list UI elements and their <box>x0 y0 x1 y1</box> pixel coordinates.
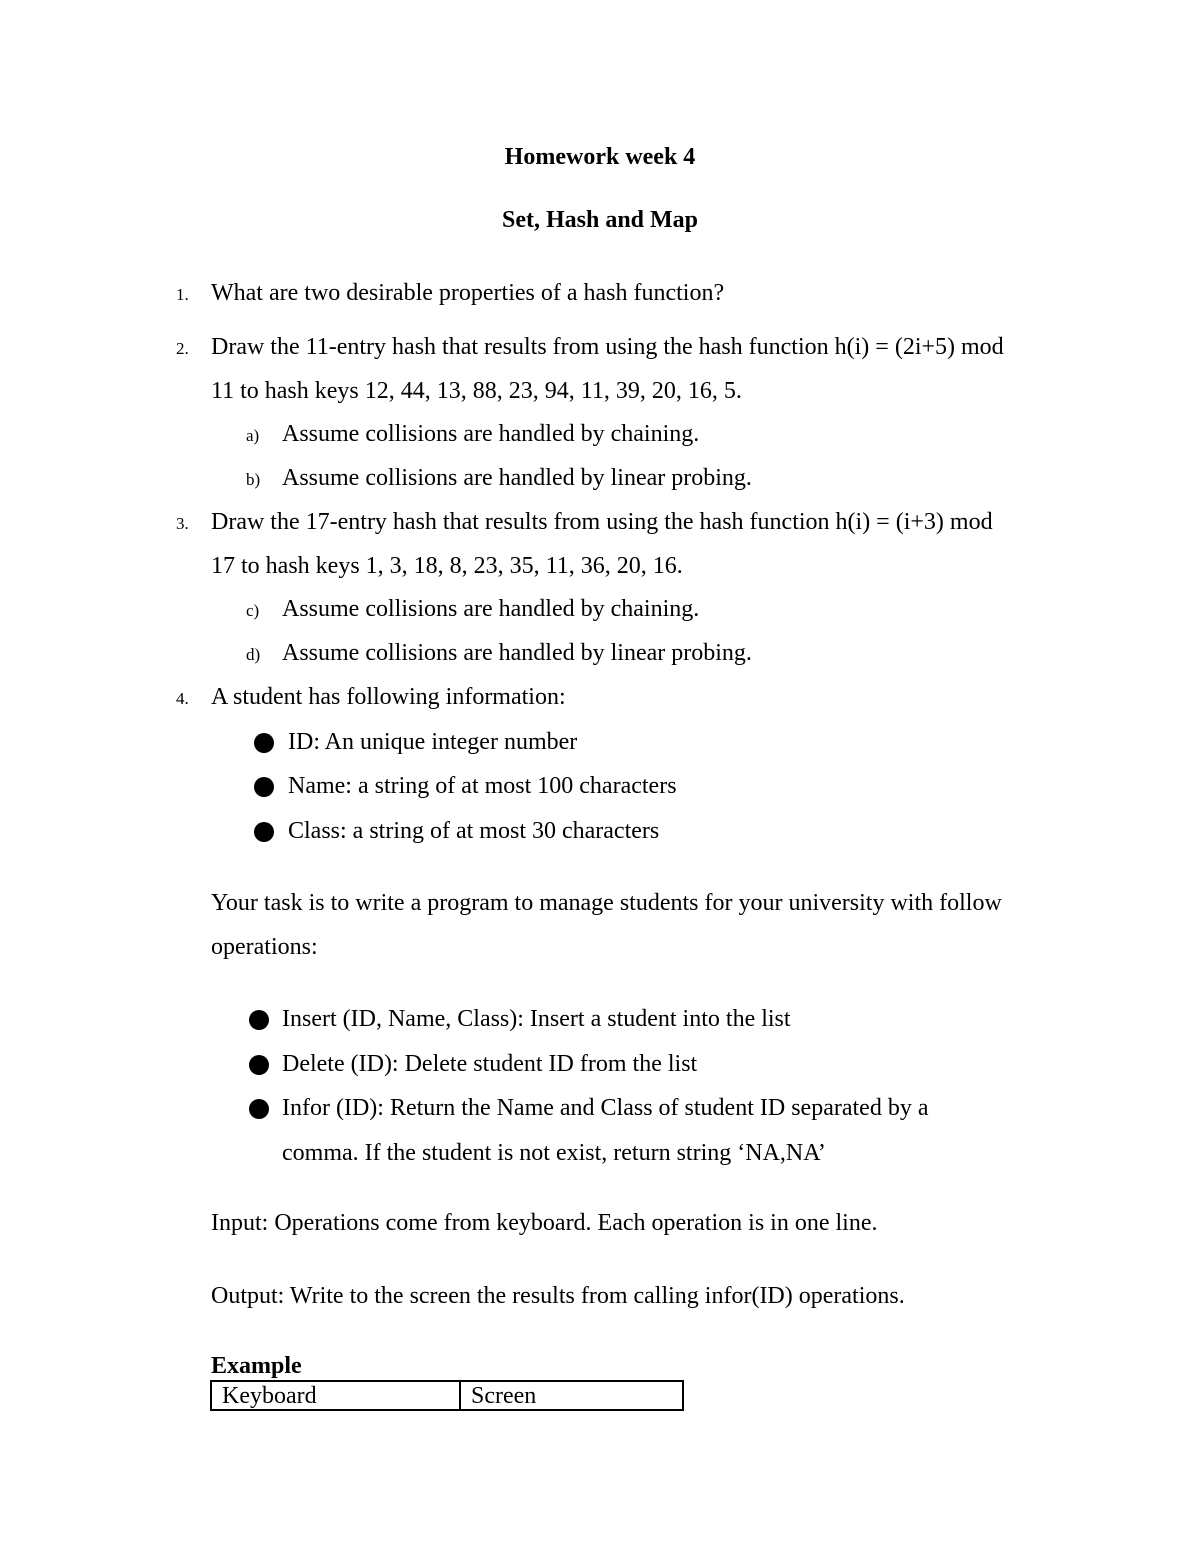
task-line-1: Your task is to write a program to manage students for your university with follow <box>211 890 1002 916</box>
question-2-line-2: 11 to hash keys 12, 44, 13, 88, 23, 94, 11, 39, 20, 16, 5. <box>211 378 742 404</box>
question-1-text: What are two desirable properties of a hash function? <box>211 280 725 306</box>
question-2-subitem-b-label: b) <box>246 470 261 489</box>
task-line-2: operations: <box>211 934 318 960</box>
bullet-icon <box>249 1099 269 1119</box>
student-field-id: ID: An unique integer number <box>288 729 578 755</box>
bullet-icon <box>249 1010 269 1030</box>
operation-insert: Insert (ID, Name, Class): Insert a student into the list <box>282 1006 791 1032</box>
question-4-number: 4. <box>176 689 189 708</box>
example-heading: Example <box>211 1353 302 1379</box>
question-3-line-2: 17 to hash keys 1, 3, 18, 8, 23, 35, 11, 36, 20, 16. <box>211 553 683 579</box>
operation-infor-line-2: comma. If the student is not exist, return string ‘NA,NA’ <box>282 1140 826 1166</box>
table-header-screen: Screen <box>471 1383 537 1409</box>
bullet-icon <box>254 733 274 753</box>
question-3-line-1: Draw the 17-entry hash that results from using the hash function h(i) = (i+3) mod <box>211 509 993 535</box>
question-2-line-1: Draw the 11-entry hash that results from using the hash function h(i) = (2i+5) mod <box>211 334 1004 360</box>
student-field-class: Class: a string of at most 30 characters <box>288 818 660 844</box>
bullet-icon <box>249 1055 269 1075</box>
question-2-number: 2. <box>176 339 189 358</box>
question-4-text: A student has following information: <box>211 684 566 710</box>
question-2-subitem-b-text: Assume collisions are handled by linear probing. <box>282 465 752 491</box>
question-3-subitem-c-text: Assume collisions are handled by chaining. <box>282 596 700 622</box>
table-column-divider <box>459 1382 461 1409</box>
question-3-subitem-c-label: c) <box>246 601 260 620</box>
question-2-subitem-a-label: a) <box>246 426 260 445</box>
input-description: Input: Operations come from keyboard. Each operation is in one line. <box>211 1210 878 1236</box>
operation-delete: Delete (ID): Delete student ID from the list <box>282 1051 698 1077</box>
document-subtitle: Set, Hash and Map <box>501 207 699 233</box>
question-3-subitem-d-text: Assume collisions are handled by linear probing. <box>282 640 752 666</box>
table-header-keyboard: Keyboard <box>222 1383 317 1409</box>
bullet-icon <box>254 822 274 842</box>
question-2-subitem-a-text: Assume collisions are handled by chaining. <box>282 421 700 447</box>
question-3-number: 3. <box>176 514 189 533</box>
output-description: Output: Write to the screen the results from calling infor(ID) operations. <box>211 1283 905 1309</box>
example-table <box>210 1380 684 1411</box>
operation-infor-line-1: Infor (ID): Return the Name and Class of student ID separated by a <box>282 1095 929 1121</box>
question-3-subitem-d-label: d) <box>246 645 261 664</box>
student-field-name: Name: a string of at most 100 characters <box>288 773 677 799</box>
question-1-number: 1. <box>176 285 189 304</box>
document-title: Homework week 4 <box>504 144 696 170</box>
bullet-icon <box>254 777 274 797</box>
